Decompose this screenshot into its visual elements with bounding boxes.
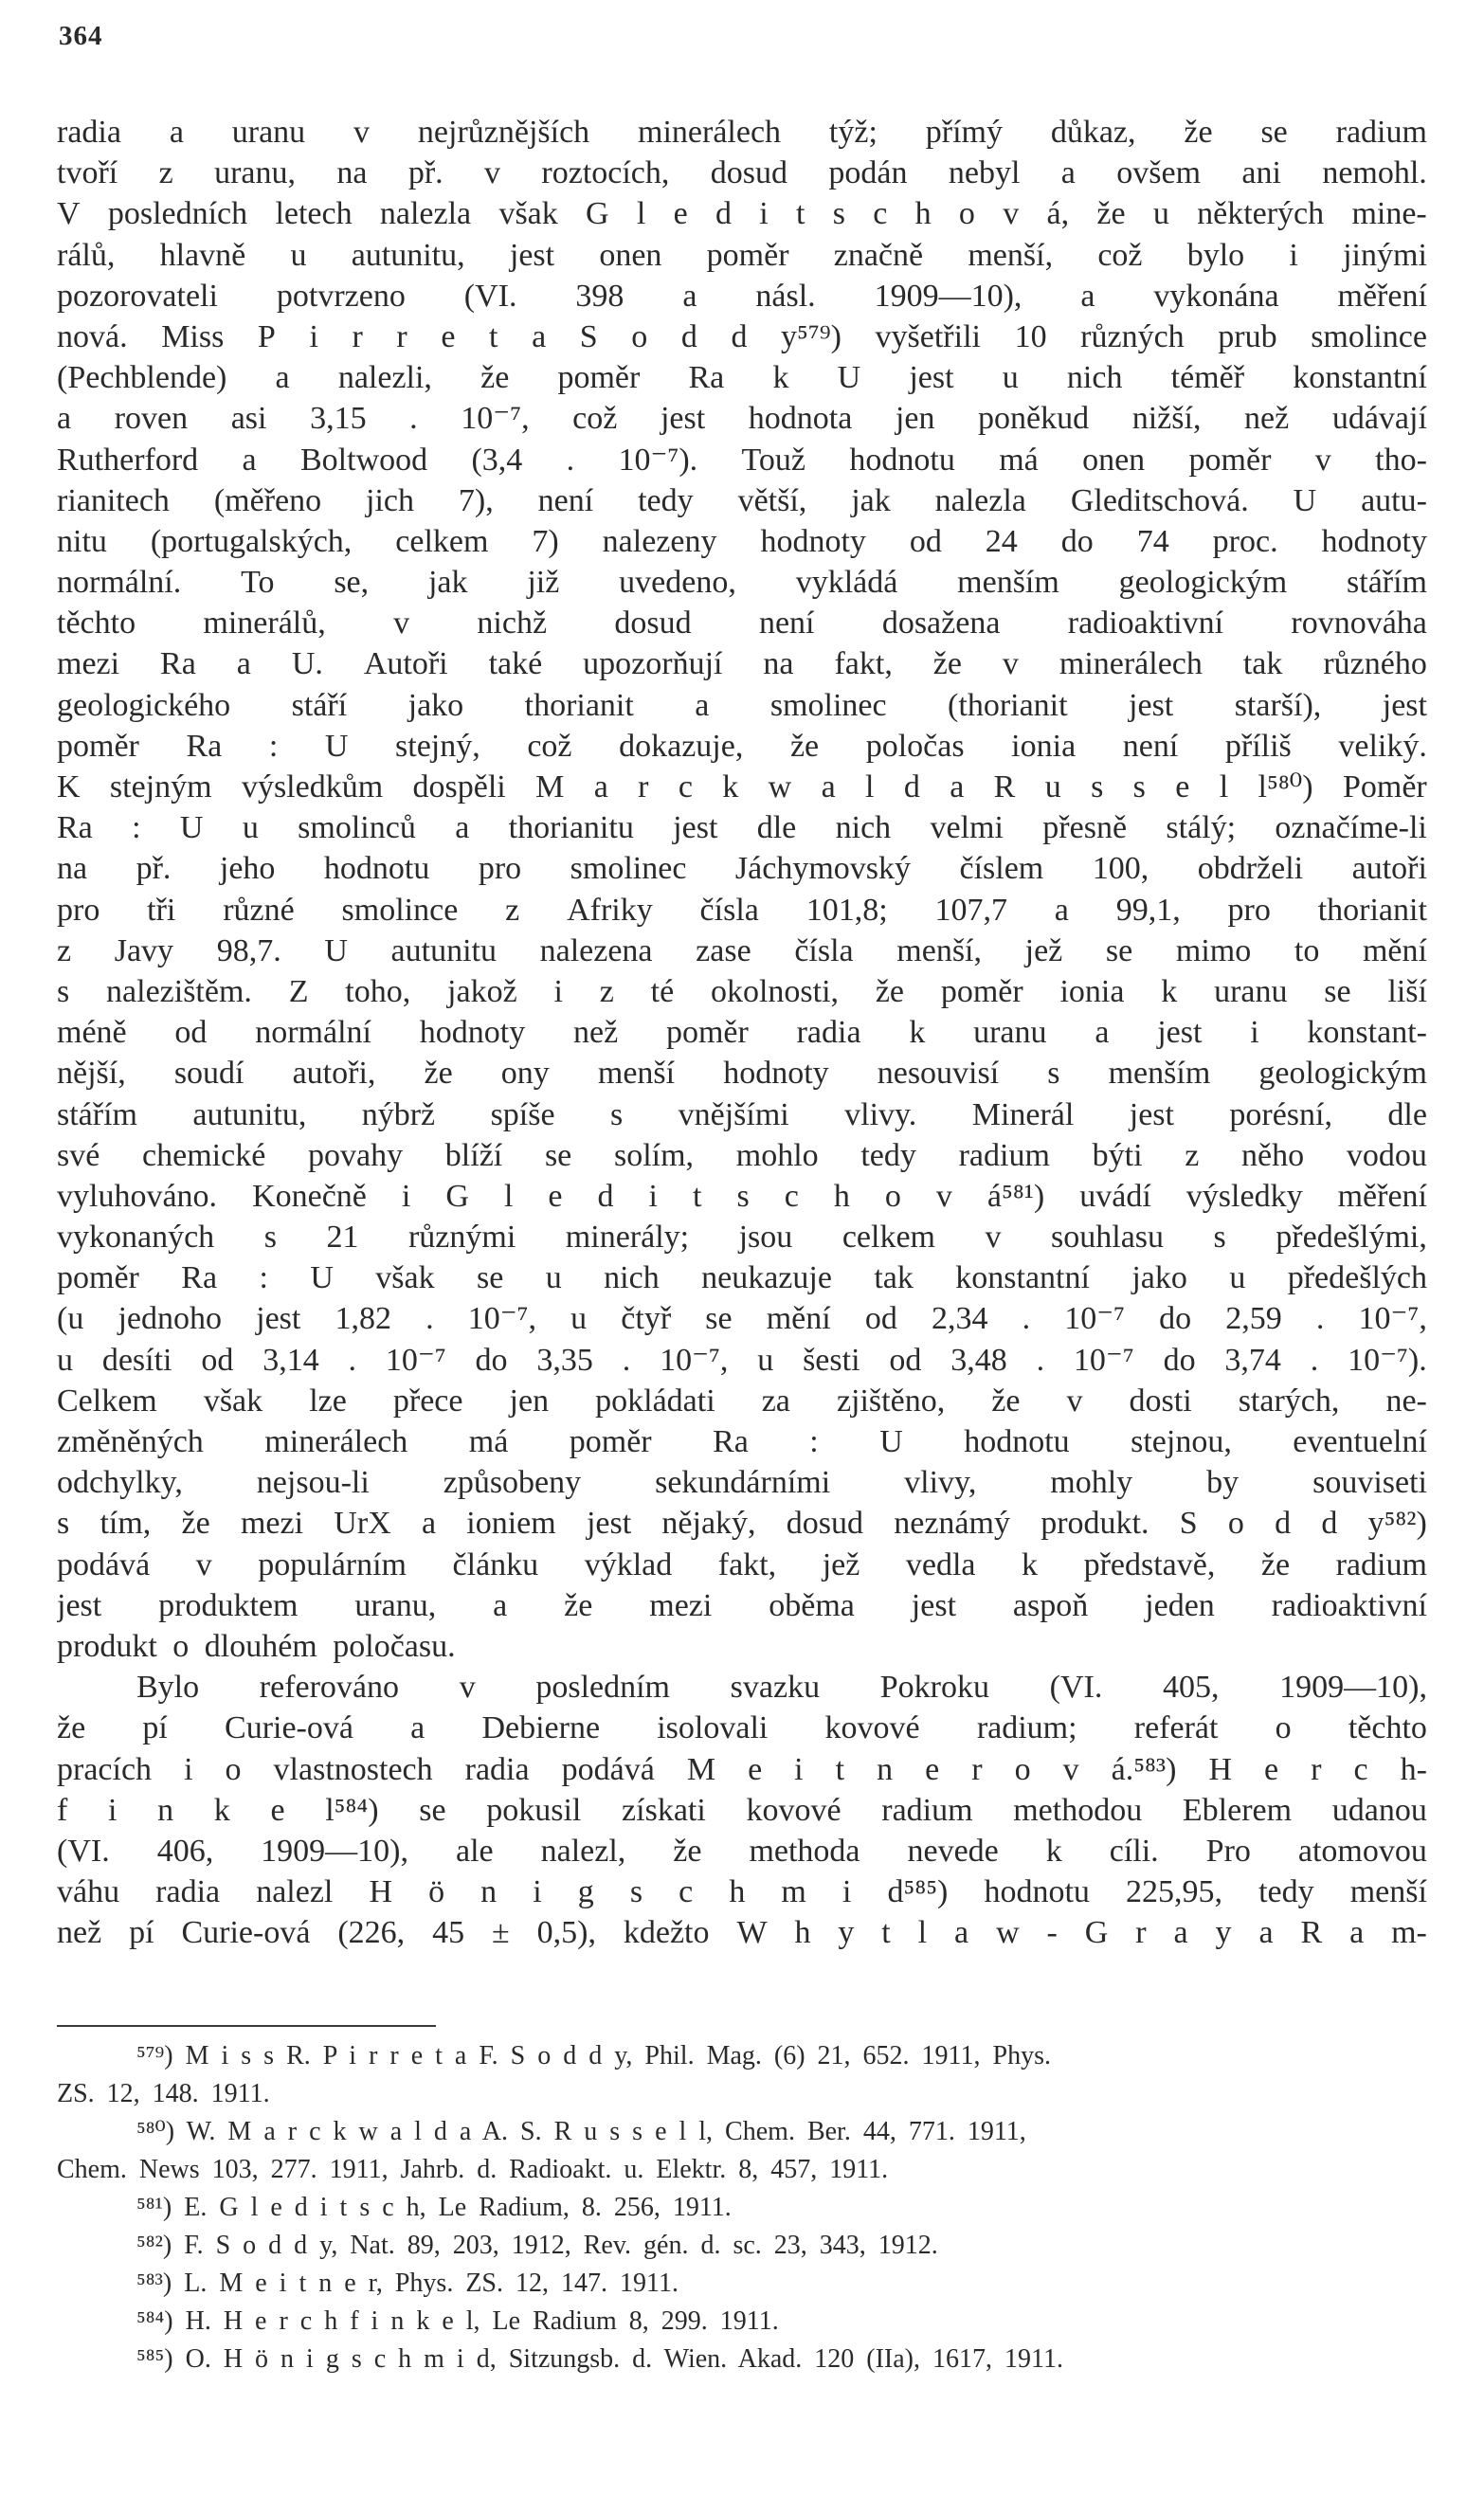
text-line: jest produktem uranu, a že mezi oběma jest aspoň jeden radioaktivní [57, 1587, 1427, 1623]
text-line: tvoří z uranu, na př. v roztocích, dosud podán nebyl a ovšem ani nemohl. [57, 155, 1427, 191]
footnote-line: ⁵⁷⁹) M i s s R. P i r r e t a F. S o d d y, Phil. Mag. (6) 21, 652. 1911, Phys. [136, 2041, 1051, 2070]
text-line: poměr Ra : U stejný, což dokazuje, že poločas ionia není příliš veliký. [57, 728, 1427, 764]
text-line: své chemické povahy blíží se solím, mohlo tedy radium býti z něho vodou [57, 1137, 1427, 1173]
text-line: (VI. 406, 1909—10), ale nalezl, že methoda nevede k cíli. Pro atomovou [57, 1833, 1427, 1869]
text-line: K stejným výsledkům dospěli M a r c k w a l d a R u s s e l l⁵⁸⁰) Poměr [57, 769, 1427, 805]
text-line: V posledních letech nalezla však G l e d i t s c h o v á, že u některých mine- [57, 196, 1427, 232]
text-line: těchto minerálů, v nichž dosud není dosažena radioaktivní rovnováha [57, 606, 1427, 642]
text-line: z Javy 98,7. U autunitu nalezena zase čísla menší, jež se mimo to mění [57, 932, 1427, 968]
text-line: mezi Ra a U. Autoři také upozorňují na fakt, že v minerálech tak různého [57, 646, 1427, 682]
footnote-rule [57, 2025, 436, 2027]
text-line: radia a uranu v nejrůznějších minerálech týž; přímý důkaz, že se radium [57, 115, 1427, 150]
text-line: na př. jeho hodnotu pro smolinec Jáchymovský číslem 100, obdrželi autoři [57, 851, 1427, 887]
footnote-line: ⁵⁸⁴) H. H e r c h f i n k e l, Le Radium 8, 299. 1911. [136, 2306, 779, 2336]
text-line: Bylo referováno v posledním svazku Pokroku (VI. 405, 1909—10), [136, 1670, 1427, 1706]
text-line: s tím, že mezi UrX a ioniem jest nějaký, dosud neznámý produkt. S o d d y⁵⁸²) [57, 1506, 1427, 1542]
text-line: u desíti od 3,14 . 10⁻⁷ do 3,35 . 10⁻⁷, u šesti od 3,48 . 10⁻⁷ do 3,74 . 10⁻⁷). [57, 1342, 1427, 1378]
body-text [57, 112, 1427, 1953]
text-line: podává v populárním článku výklad fakt, jež vedla k představě, že radium [57, 1546, 1427, 1582]
text-line: Rutherford a Boltwood (3,4 . 10⁻⁷). Touž hodnotu má onen poměr v tho- [57, 442, 1427, 478]
text-line: a roven asi 3,15 . 10⁻⁷, což jest hodnota jen poněkud nižší, než udávají [57, 401, 1427, 437]
text-line: pro tři různé smolince z Afriky čísla 101,8; 107,7 a 99,1, pro thorianit [57, 892, 1427, 928]
footnote-line: ⁵⁸²) F. S o d d y, Nat. 89, 203, 1912, Rev. gén. d. sc. 23, 343, 1912. [136, 2231, 938, 2260]
footnote-line: ⁵⁸⁵) O. H ö n i g s c h m i d, Sitzungsb. d. Wien. Akad. 120 (IIa), 1617, 1911. [136, 2344, 1063, 2374]
text-line: Celkem však lze přece jen pokládati za zjištěno, že v dosti starých, ne- [57, 1383, 1427, 1419]
text-line: (u jednoho jest 1,82 . 10⁻⁷, u čtyř se mění od 2,34 . 10⁻⁷ do 2,59 . 10⁻⁷, [57, 1301, 1427, 1337]
text-line: s nalezištěm. Z toho, jakož i z té okolnosti, že poměr ionia k uranu se liší [57, 973, 1427, 1009]
page-number: 364 [59, 21, 103, 51]
text-line: pozorovateli potvrzeno (VI. 398 a násl. 1909—10), a vykonána měření [57, 278, 1427, 314]
footnote-line: ⁵⁸⁰) W. M a r c k w a l d a A. S. R u s s e l l, Chem. Ber. 44, 771. 1911, [136, 2117, 1026, 2146]
text-line: méně od normální hodnoty než poměr radia k uranu a jest i konstant- [57, 1015, 1427, 1051]
paragraph-2 [57, 1667, 1427, 1953]
footnote-line: ⁵⁸¹) E. G l e d i t s c h, Le Radium, 8. 256, 1911. [136, 2193, 732, 2222]
text-line: poměr Ra : U však se u nich neukazuje tak konstantní jako u předešlých [57, 1260, 1427, 1296]
text-line: produkt o dlouhém poločasu. [57, 1628, 456, 1664]
text-line: váhu radia nalezl H ö n i g s c h m i d⁵⁸⁵) hodnotu 225,95, tedy menší [57, 1874, 1427, 1910]
text-line: vykonaných s 21 různými minerály; jsou celkem v souhlasu s předešlými, [57, 1220, 1427, 1256]
text-line: pracích i o vlastnostech radia podává M e i t n e r o v á.⁵⁸³) H e r c h- [57, 1751, 1427, 1787]
footnote-line: ZS. 12, 148. 1911. [57, 2079, 270, 2108]
text-line: že pí Curie-ová a Debierne isolovali kovové radium; referát o těchto [57, 1710, 1427, 1746]
text-line: stářím autunitu, nýbrž spíše s vnějšími vlivy. Minerál jest porésní, dle [57, 1096, 1427, 1132]
text-line: změněných minerálech má poměr Ra : U hodnotu stejnou, eventuelní [57, 1424, 1427, 1459]
text-line: (Pechblende) a nalezli, že poměr Ra k U jest u nich téměř konstantní [57, 360, 1427, 396]
text-line: než pí Curie-ová (226, 45 ± 0,5), kdežto W h y t l a w - G r a y a R a m- [57, 1915, 1427, 1951]
text-line: geologického stáří jako thorianit a smolinec (thorianit jest starší), jest [57, 687, 1427, 723]
text-line: nitu (portugalských, celkem 7) nalezeny hodnoty od 24 do 74 proc. hodnoty [57, 523, 1427, 559]
footnote-line: Chem. News 103, 277. 1911, Jahrb. d. Radioakt. u. Elektr. 8, 457, 1911. [57, 2155, 889, 2184]
text-line: rálů, hlavně u autunitu, jest onen poměr značně menší, což bylo i jinými [57, 237, 1427, 273]
text-line: rianitech (měřeno jich 7), není tedy větší, jak nalezla Gleditschová. U autu- [57, 482, 1427, 518]
text-line: vyluhováno. Konečně i G l e d i t s c h o v á⁵⁸¹) uvádí výsledky měření [57, 1178, 1427, 1214]
footnote-line: ⁵⁸³) L. M e i t n e r, Phys. ZS. 12, 147. 1911. [136, 2269, 679, 2298]
footnotes [57, 2037, 1427, 2378]
text-line: Ra : U u smolinců a thorianitu jest dle nich velmi přesně stálý; označíme-li [57, 810, 1427, 846]
text-line: f i n k e l⁵⁸⁴) se pokusil získati kovové radium methodou Eblerem udanou [57, 1792, 1427, 1828]
text-line: nová. Miss P i r r e t a S o d d y⁵⁷⁹) vyšetřili 10 různých prub smolince [57, 318, 1427, 354]
text-line: normální. To se, jak již uvedeno, vykládá menším geologickým stářím [57, 565, 1427, 601]
text-line: odchylky, nejsou-li způsobeny sekundárními vlivy, mohly by souviseti [57, 1465, 1427, 1501]
paragraph-1 [57, 112, 1427, 1667]
text-line: nější, soudí autoři, že ony menší hodnoty nesouvisí s menším geologickým [57, 1056, 1427, 1092]
